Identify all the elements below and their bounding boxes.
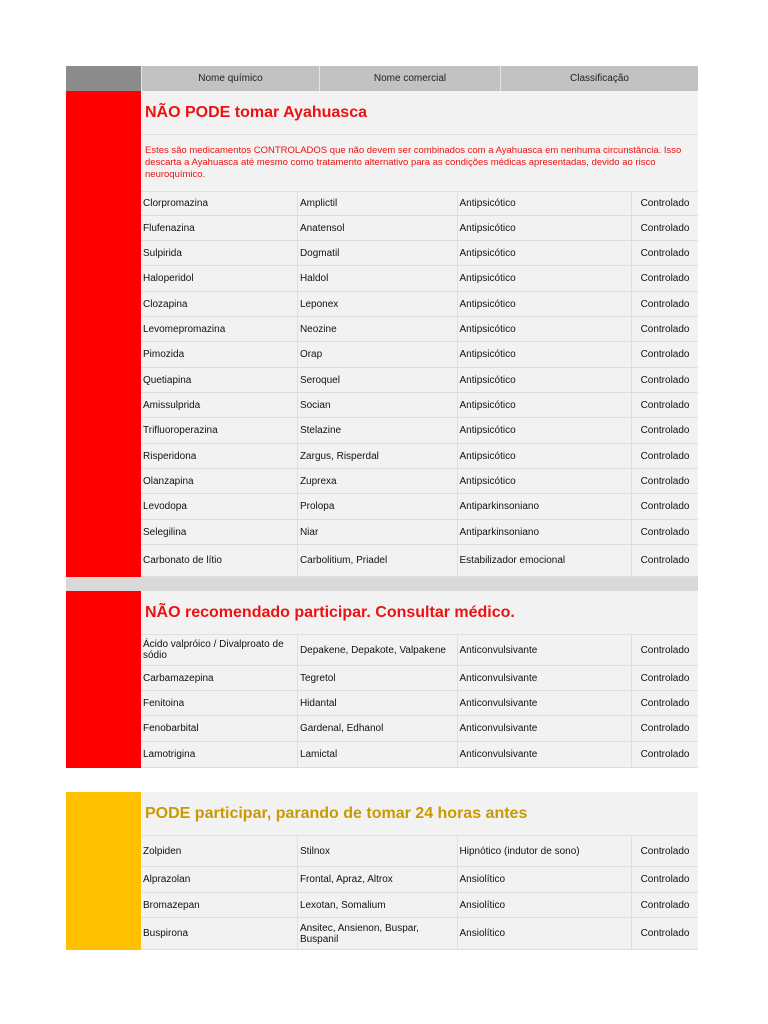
section-body bbox=[141, 591, 698, 768]
classification-cell: Antipsicótico bbox=[458, 292, 633, 316]
chemical-name-cell: Selegilina bbox=[141, 520, 298, 544]
table-row bbox=[141, 918, 698, 950]
table-row bbox=[141, 469, 698, 494]
classification-cell: Antipsicótico bbox=[458, 317, 633, 341]
status-cell: Controlado bbox=[640, 672, 690, 684]
brand-name-cell: Carbolitium, Priadel bbox=[298, 545, 458, 576]
brand-name-cell: Dogmatil bbox=[298, 241, 458, 265]
chemical-name-cell: Zolpiden bbox=[141, 836, 298, 866]
table-row bbox=[141, 292, 698, 317]
chemical-name-cell: Fenobarbital bbox=[141, 716, 298, 741]
status-cell: Controlado bbox=[640, 349, 690, 360]
table-row bbox=[141, 716, 698, 742]
section-body bbox=[141, 792, 698, 950]
classification-cell: Ansiolítico bbox=[458, 918, 633, 949]
status-cell: Controlado bbox=[640, 555, 690, 566]
chemical-name-cell: Fenitoina bbox=[141, 691, 298, 715]
status-cell: Controlado bbox=[640, 899, 690, 911]
chemical-name-cell: Levomepromazina bbox=[141, 317, 298, 341]
chemical-name-cell: Pimozida bbox=[141, 342, 298, 367]
header-corner bbox=[66, 66, 141, 91]
table-row bbox=[141, 867, 698, 893]
status-cell: Controlado bbox=[640, 222, 690, 234]
brand-name-cell: Orap bbox=[298, 342, 458, 367]
classification-cell: Anticonvulsivante bbox=[458, 716, 633, 741]
table-row bbox=[141, 216, 698, 241]
classification-cell: Hipnótico (indutor de sono) bbox=[458, 836, 633, 866]
brand-name-cell: Niar bbox=[298, 520, 458, 544]
header-chemical-name: Nome químico bbox=[141, 66, 319, 91]
table-row bbox=[141, 691, 698, 716]
brand-name-cell: Frontal, Apraz, Altrox bbox=[298, 867, 458, 892]
chemical-name-cell: Clozapina bbox=[141, 292, 298, 316]
category-color-band bbox=[66, 792, 141, 950]
classification-cell: Antipsicótico bbox=[458, 469, 633, 493]
brand-name-cell: Stilnox bbox=[298, 836, 458, 866]
header-brand-name: Nome comercial bbox=[319, 66, 500, 91]
status-cell: Controlado bbox=[640, 501, 690, 512]
section-allowed bbox=[66, 792, 698, 950]
brand-name-cell: Tegretol bbox=[298, 666, 458, 690]
section-separator bbox=[66, 577, 698, 591]
classification-cell: Antiparkinsoniano bbox=[458, 520, 633, 544]
chemical-name-cell: Carbonato de lítio bbox=[141, 545, 298, 576]
table-row bbox=[141, 666, 698, 691]
brand-name-cell: Lexotan, Somalium bbox=[298, 893, 458, 917]
status-cell: Controlado bbox=[640, 323, 690, 335]
chemical-name-cell: Quetiapina bbox=[141, 368, 298, 392]
chemical-name-cell: Carbamazepina bbox=[141, 666, 298, 690]
classification-cell: Antipsicótico bbox=[458, 342, 633, 367]
section-title: NÃO recomendado participar. Consultar médico. bbox=[141, 591, 698, 635]
table-row bbox=[141, 893, 698, 918]
classification-cell: Anticonvulsivante bbox=[458, 666, 633, 690]
status-cell: Controlado bbox=[640, 928, 690, 939]
classification-cell: Estabilizador emocional bbox=[458, 545, 633, 576]
medication-table bbox=[66, 66, 698, 950]
status-cell: Controlado bbox=[640, 247, 690, 259]
table-row bbox=[141, 317, 698, 342]
chemical-name-cell: Haloperidol bbox=[141, 266, 298, 291]
table-row bbox=[141, 836, 698, 867]
status-cell: Controlado bbox=[640, 298, 690, 310]
table-row bbox=[141, 241, 698, 266]
table-row bbox=[141, 545, 698, 577]
chemical-name-cell: Levodopa bbox=[141, 494, 298, 519]
classification-cell: Antipsicótico bbox=[458, 192, 633, 215]
category-color-band bbox=[66, 91, 141, 577]
chemical-name-cell: Clorpromazina bbox=[141, 192, 298, 215]
section-rows bbox=[141, 635, 698, 768]
table-row bbox=[141, 266, 698, 292]
classification-cell: Antipsicótico bbox=[458, 444, 633, 468]
brand-name-cell: Seroquel bbox=[298, 368, 458, 392]
section-title: NÃO PODE tomar Ayahuasca bbox=[141, 91, 698, 135]
table-row bbox=[141, 368, 698, 393]
table-header bbox=[66, 66, 698, 91]
brand-name-cell: Hidantal bbox=[298, 691, 458, 715]
section-title: PODE participar, parando de tomar 24 horas antes bbox=[141, 792, 698, 836]
classification-cell: Ansiolítico bbox=[458, 893, 633, 917]
table-row bbox=[141, 635, 698, 666]
category-color-band bbox=[66, 591, 141, 768]
classification-cell: Antipsicótico bbox=[458, 241, 633, 265]
table-row bbox=[141, 520, 698, 545]
brand-name-cell: Lamictal bbox=[298, 742, 458, 767]
brand-name-cell: Gardenal, Edhanol bbox=[298, 716, 458, 741]
chemical-name-cell: Sulpirida bbox=[141, 241, 298, 265]
brand-name-cell: Leponex bbox=[298, 292, 458, 316]
chemical-name-cell: Trifluoroperazina bbox=[141, 418, 298, 443]
brand-name-cell: Stelazine bbox=[298, 418, 458, 443]
status-cell: Controlado bbox=[640, 845, 690, 857]
section-rows bbox=[141, 192, 698, 577]
status-cell: Controlado bbox=[640, 399, 690, 411]
chemical-name-cell: Risperidona bbox=[141, 444, 298, 468]
brand-name-cell: Prolopa bbox=[298, 494, 458, 519]
chemical-name-cell: Amissulprida bbox=[141, 393, 298, 417]
table-row bbox=[141, 742, 698, 768]
brand-name-cell: Zargus, Risperdal bbox=[298, 444, 458, 468]
status-cell: Controlado bbox=[640, 644, 690, 656]
classification-cell: Antiparkinsoniano bbox=[458, 494, 633, 519]
chemical-name-cell: Lamotrigina bbox=[141, 742, 298, 767]
section-not-recommended bbox=[66, 591, 698, 768]
section-rows bbox=[141, 836, 698, 950]
classification-cell: Antipsicótico bbox=[458, 393, 633, 417]
header-classification: Classificação bbox=[500, 66, 698, 91]
classification-cell: Antipsicótico bbox=[458, 266, 633, 291]
table-row bbox=[141, 418, 698, 444]
section-prohibited bbox=[66, 91, 698, 577]
status-cell: Controlado bbox=[640, 198, 690, 209]
status-cell: Controlado bbox=[640, 475, 690, 487]
chemical-name-cell: Buspirona bbox=[141, 918, 298, 949]
status-cell: Controlado bbox=[640, 749, 690, 760]
table-row bbox=[141, 342, 698, 368]
classification-cell: Antipsicótico bbox=[458, 216, 633, 240]
status-cell: Controlado bbox=[640, 526, 690, 538]
classification-cell: Anticonvulsivante bbox=[458, 635, 633, 665]
status-cell: Controlado bbox=[640, 723, 690, 734]
status-cell: Controlado bbox=[640, 374, 690, 386]
classification-cell: Antipsicótico bbox=[458, 368, 633, 392]
chemical-name-cell: Alprazolan bbox=[141, 867, 298, 892]
brand-name-cell: Anatensol bbox=[298, 216, 458, 240]
status-cell: Controlado bbox=[640, 273, 690, 284]
brand-name-cell: Socian bbox=[298, 393, 458, 417]
section-body bbox=[141, 91, 698, 577]
brand-name-cell: Zuprexa bbox=[298, 469, 458, 493]
brand-name-cell: Neozine bbox=[298, 317, 458, 341]
status-cell: Controlado bbox=[640, 450, 690, 462]
section-separator bbox=[66, 768, 698, 792]
brand-name-cell: Amplictil bbox=[298, 192, 458, 215]
table-row bbox=[141, 444, 698, 469]
table-row bbox=[141, 192, 698, 216]
chemical-name-cell: Ácido valpróico / Divalproato de sódio bbox=[141, 635, 298, 665]
classification-cell: Antipsicótico bbox=[458, 418, 633, 443]
brand-name-cell: Ansitec, Ansienon, Buspar, Buspanil bbox=[298, 918, 458, 949]
section-description: Estes são medicamentos CONTROLADOS que não devem ser combinados com a Ayahuasca em nenhuma circunstância. Isso descarta a Ayahuasca até mesmo como tratamento alternativo para as condições médicas apresentadas, devido ao risco neuroquímico. bbox=[141, 135, 698, 192]
chemical-name-cell: Bromazepan bbox=[141, 893, 298, 917]
brand-name-cell: Depakene, Depakote, Valpakene bbox=[298, 635, 458, 665]
classification-cell: Anticonvulsivante bbox=[458, 691, 633, 715]
brand-name-cell: Haldol bbox=[298, 266, 458, 291]
classification-cell: Anticonvulsivante bbox=[458, 742, 633, 767]
status-cell: Controlado bbox=[640, 697, 690, 709]
table-row bbox=[141, 393, 698, 418]
table-row bbox=[141, 494, 698, 520]
status-cell: Controlado bbox=[640, 425, 690, 436]
status-cell: Controlado bbox=[640, 874, 690, 885]
chemical-name-cell: Olanzapina bbox=[141, 469, 298, 493]
chemical-name-cell: Flufenazina bbox=[141, 216, 298, 240]
classification-cell: Ansiolítico bbox=[458, 867, 633, 892]
